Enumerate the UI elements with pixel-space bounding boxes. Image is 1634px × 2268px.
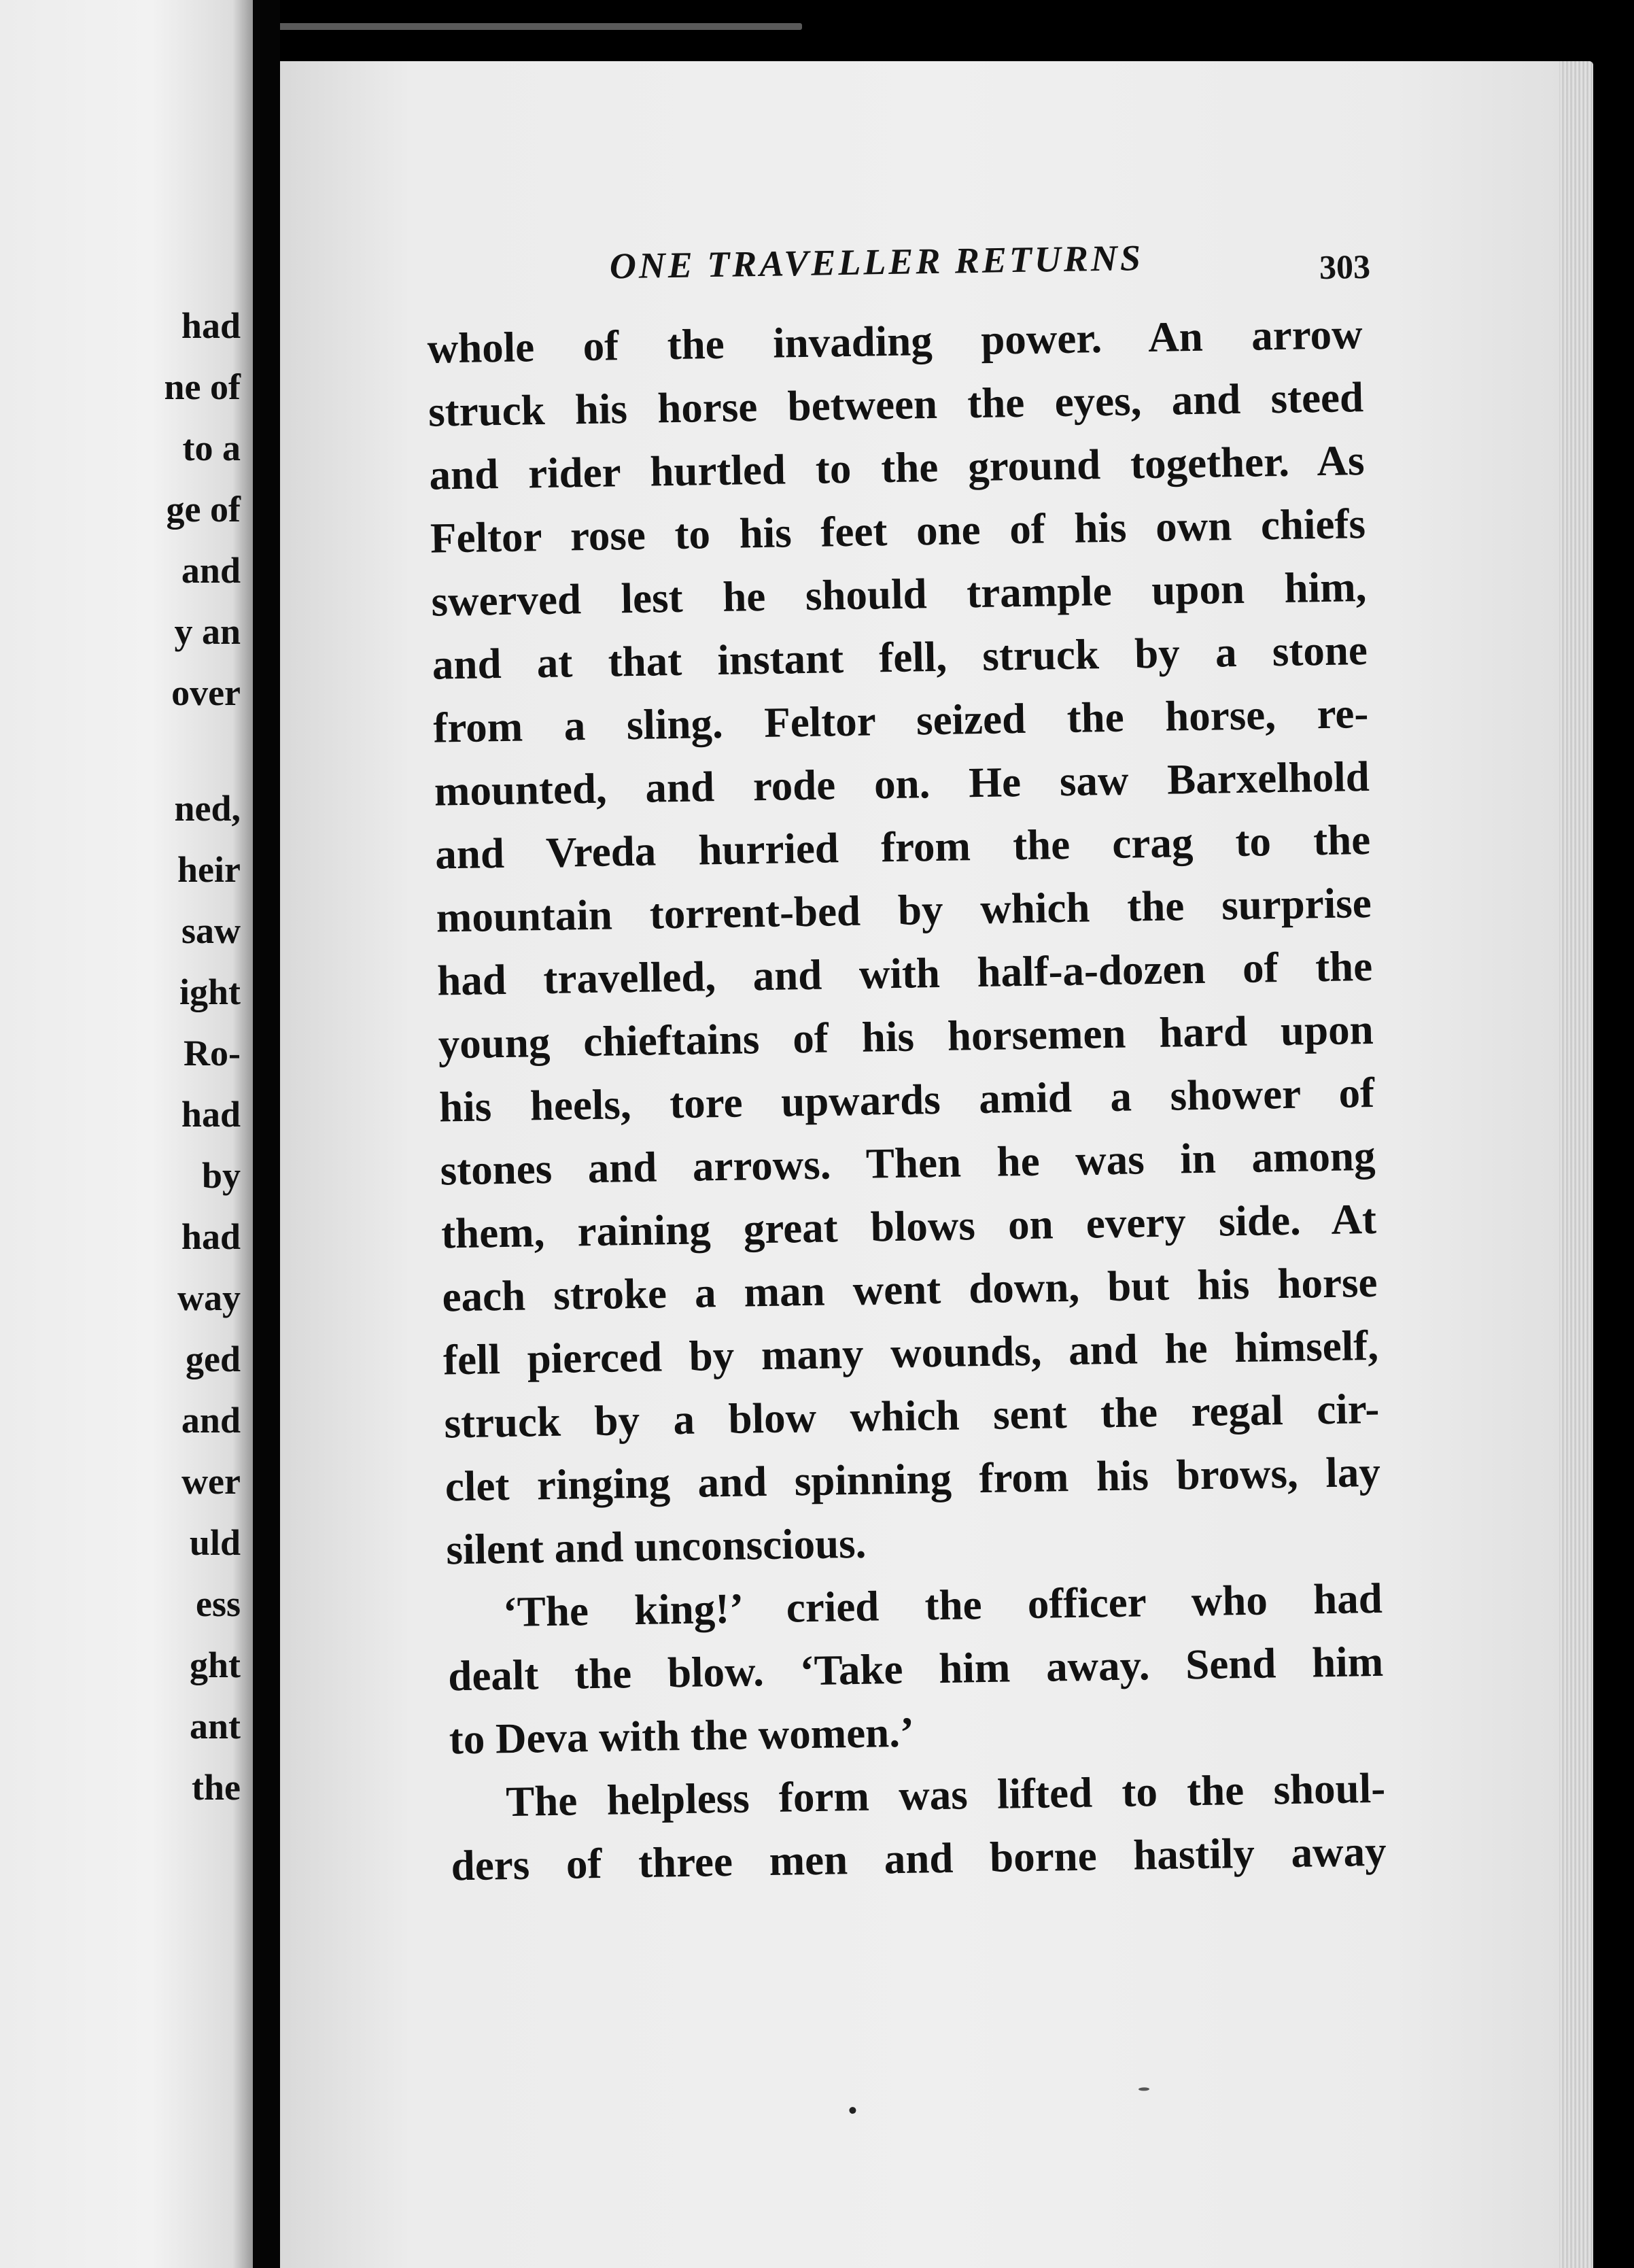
facing-line-fragment: ess bbox=[196, 1583, 241, 1624]
facing-line-fragment: ight bbox=[179, 972, 241, 1012]
page-number: 303 bbox=[1319, 247, 1371, 287]
page-content bbox=[280, 61, 1593, 2268]
text-line: and rider hurtled to the ground together. As bbox=[429, 436, 1365, 499]
text-line: his heels, tore upwards amid a shower of bbox=[438, 1068, 1375, 1131]
facing-line-fragment: to a bbox=[182, 428, 241, 468]
ink-speck bbox=[1138, 2087, 1149, 2091]
body-text bbox=[427, 303, 1387, 1897]
facing-line-fragment: had bbox=[181, 1216, 241, 1257]
text-line: ders of three men and borne hastily away bbox=[451, 1827, 1387, 1890]
text-line: them, raining great blows on every side. At bbox=[440, 1195, 1377, 1258]
facing-line-fragment: and bbox=[181, 1400, 241, 1441]
facing-line-fragment: ge of bbox=[166, 489, 241, 530]
facing-line-fragment: saw bbox=[181, 910, 241, 951]
facing-line-fragment: wer bbox=[181, 1461, 241, 1502]
text-line: from a sling. Feltor seized the horse, re- bbox=[432, 689, 1369, 752]
facing-line-fragment: had bbox=[181, 305, 241, 346]
facing-line-fragment: ged bbox=[186, 1339, 241, 1379]
text-line: mountain torrent-bed by which the surprise bbox=[436, 878, 1372, 942]
book-gutter bbox=[253, 0, 280, 2268]
facing-line-fragment: y an bbox=[174, 611, 241, 652]
facing-line-fragment: and bbox=[181, 550, 241, 591]
text-line: The helpless form was lifted to the shoul- bbox=[505, 1764, 1386, 1826]
facing-line-fragment: by bbox=[201, 1155, 241, 1196]
top-binding-rule bbox=[245, 23, 802, 30]
text-line: young chieftains of his horsemen hard upon bbox=[438, 1005, 1374, 1068]
text-line: Feltor rose to his feet one of his own chiefs bbox=[430, 500, 1366, 562]
text-line: and Vreda hurried from the crag to the bbox=[434, 815, 1371, 878]
text-line: mounted, and rode on. He saw Barxelhold bbox=[434, 752, 1370, 815]
text-line: struck by a blow which sent the regal cir- bbox=[443, 1384, 1380, 1447]
facing-line-fragment: ned, bbox=[174, 788, 241, 829]
text-line: stones and arrows. Then he was in among bbox=[440, 1131, 1376, 1195]
facing-line-fragment: way bbox=[177, 1277, 241, 1318]
running-head: ONE TRAVELLER RETURNS bbox=[609, 237, 1144, 287]
text-line: fell pierced by many wounds, and he himself, bbox=[442, 1321, 1379, 1384]
ink-speck bbox=[849, 2107, 856, 2114]
text-line: to Deva with the women.’ bbox=[449, 1708, 915, 1764]
facing-line-fragment: ant bbox=[189, 1706, 241, 1747]
text-line: ‘The king!’ cried the officer who had bbox=[502, 1574, 1383, 1636]
text-line: silent and unconscious. bbox=[445, 1519, 867, 1574]
text-line: struck his horse between the eyes, and steed bbox=[428, 373, 1364, 436]
text-line: and at that instant fell, struck by a stone bbox=[432, 625, 1368, 689]
text-line: whole of the invading power. An arrow bbox=[427, 310, 1363, 373]
facing-line-fragment: over bbox=[171, 672, 241, 713]
text-line: had travelled, and with half-a-dozen of the bbox=[436, 942, 1373, 1005]
text-line: each stroke a man went down, but his horse bbox=[442, 1258, 1378, 1321]
facing-line-fragment: heir bbox=[177, 849, 241, 890]
facing-page bbox=[0, 0, 253, 2268]
book-page bbox=[280, 61, 1593, 2268]
facing-line-fragment: had bbox=[181, 1094, 241, 1135]
facing-line-fragment: ght bbox=[189, 1645, 241, 1685]
text-line: dealt the blow. ‘Take him away. Send him bbox=[447, 1637, 1384, 1700]
facing-line-fragment: uld bbox=[189, 1522, 241, 1563]
facing-line-fragment: Ro- bbox=[184, 1033, 241, 1073]
facing-line-fragment: ne of bbox=[164, 366, 241, 407]
facing-line-fragment: the bbox=[192, 1767, 241, 1808]
text-line: clet ringing and spinning from his brows, lay bbox=[445, 1447, 1381, 1511]
text-line: swerved lest he should trample upon him, bbox=[430, 562, 1367, 625]
